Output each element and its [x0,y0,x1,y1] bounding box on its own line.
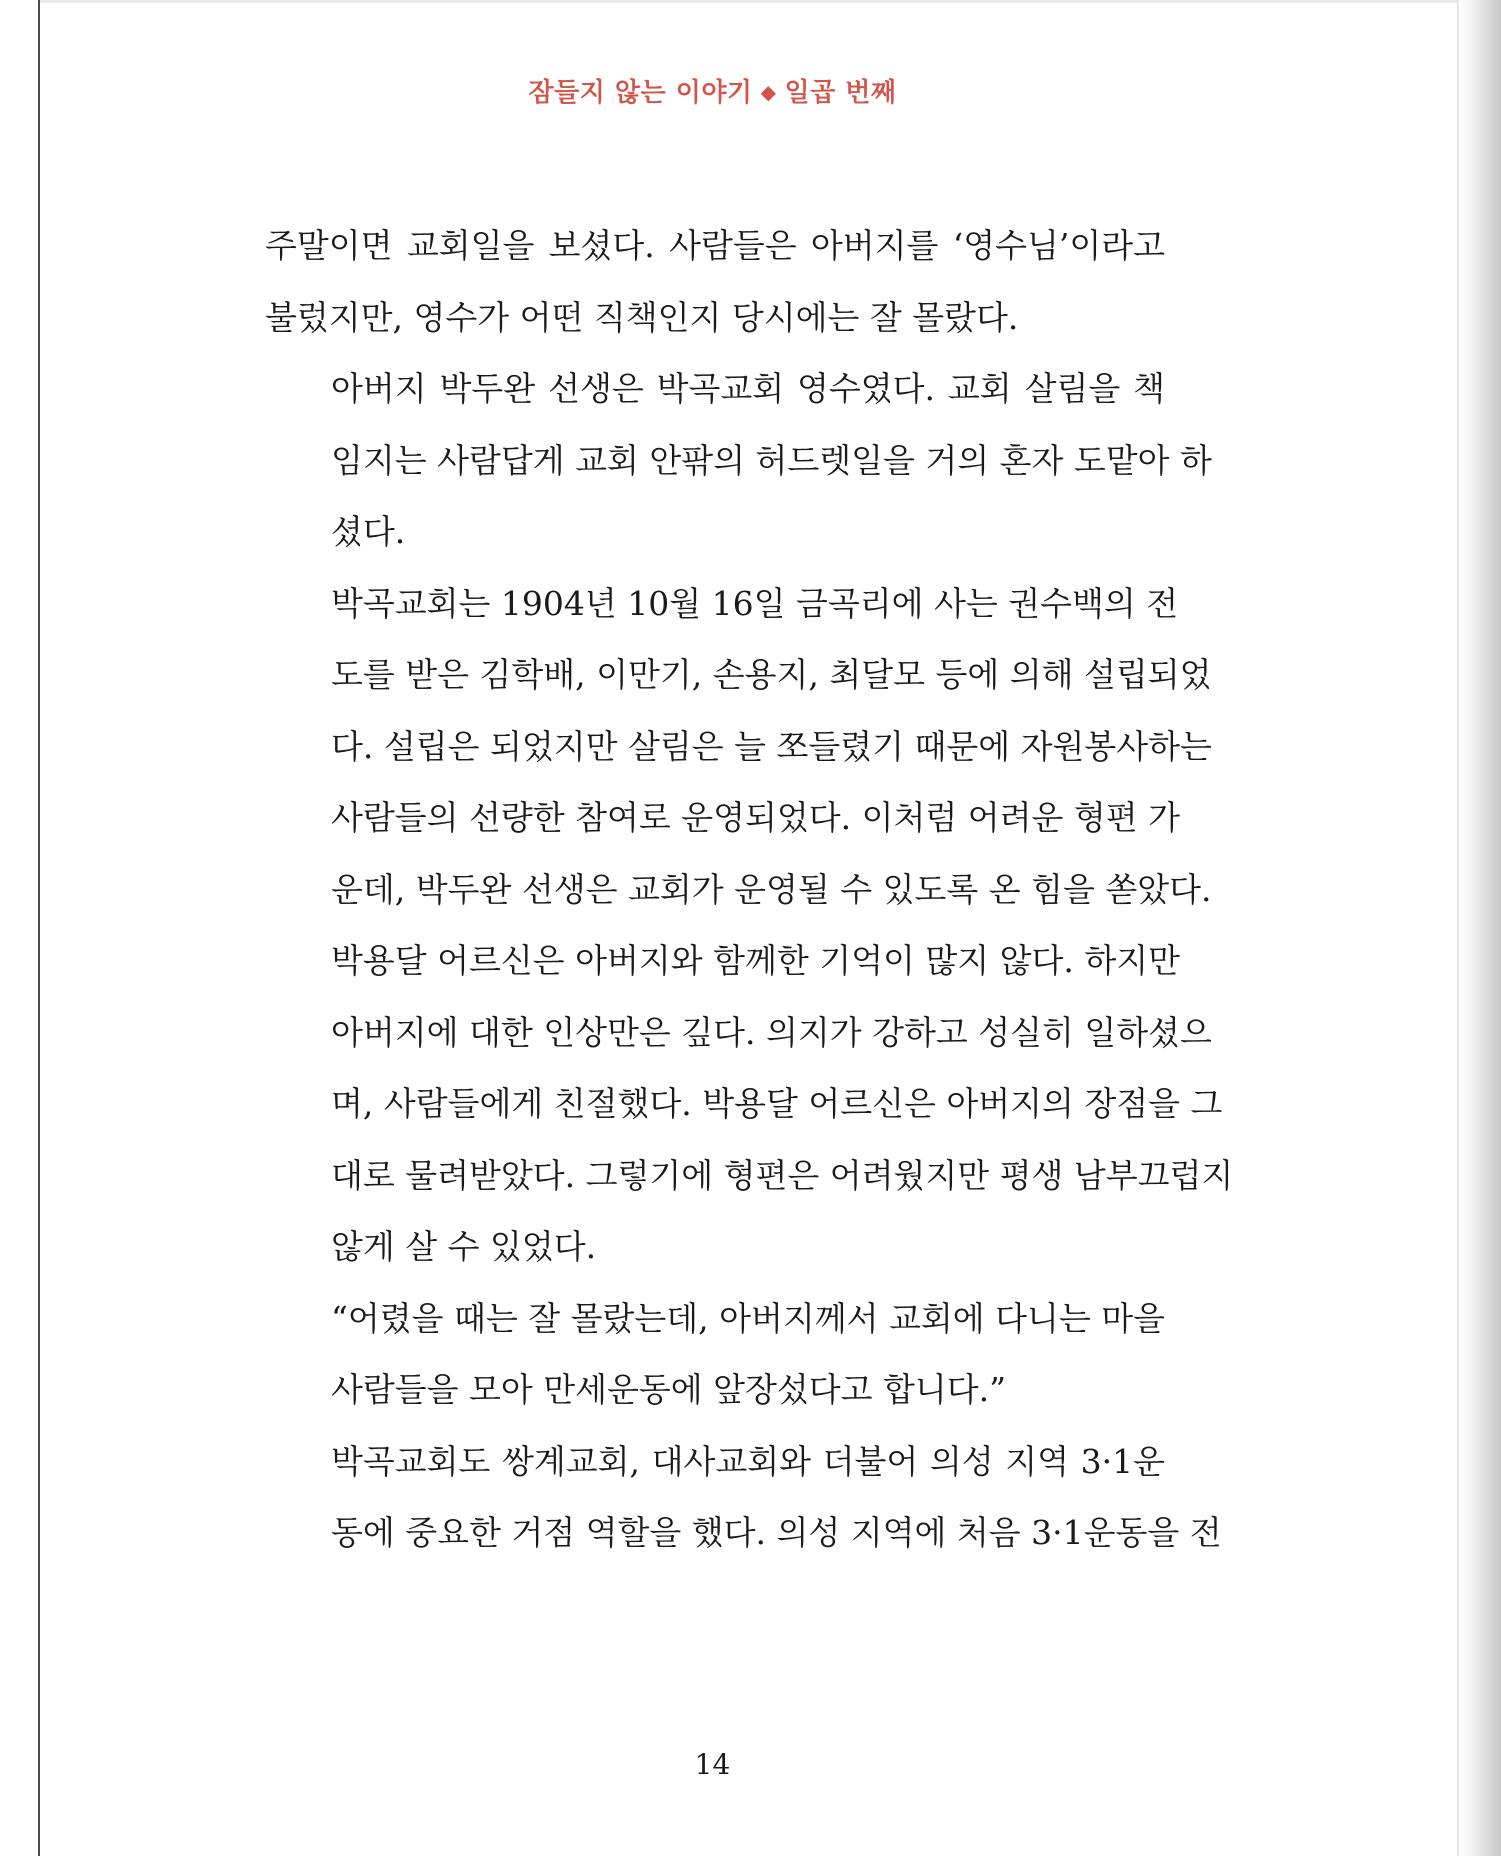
text-line: 박곡교회도 쌍계교회, 대사교회와 더불어 의성 지역 3·1운 [331,1441,1165,1481]
diamond-separator-icon: ◆ [760,80,777,104]
text-line: 아버지에 대한 인상만은 깊다. 의지가 강하고 성실히 일하셨으 [331,1012,1212,1052]
paragraph-3 [265,568,1212,926]
text-line: 다. 설립은 되었지만 살림은 늘 쪼들렸기 때문에 자원봉사하는 [331,726,1212,766]
page-left-border [38,0,40,1856]
text-line: 며, 사람들에게 친절했다. 박용달 어르신은 아버지의 장점을 그 [331,1084,1223,1123]
text-line: 박곡교회는 1904년 10월 16일 금곡리에 사는 권수백의 전 [331,583,1179,623]
text-line: 동에 중요한 거점 역할을 했다. 의성 지역에 처음 3·1운동을 전 [331,1513,1222,1552]
paragraph-6 [265,1426,1222,1569]
text-line: 아버지 박두완 선생은 박곡교회 영수였다. 교회 살림을 책 [331,369,1165,408]
text-line: 운데, 박두완 선생은 교회가 운영될 수 있도록 온 힘을 쏟았다. [331,869,1212,909]
text-line: 임지는 사람답게 교회 안팎의 허드렛일을 거의 혼자 도맡아 하 [331,440,1212,480]
page-number: 14 [694,1748,731,1781]
text-line: 도를 받은 김학배, 이만기, 손용지, 최달모 등에 의해 설립되었 [331,655,1212,694]
running-header [0,72,1425,109]
text-line: 사람들을 모아 만세운동에 앞장섰다고 합니다.” [331,1370,1007,1409]
text-line: 않게 살 수 있었다. [331,1227,597,1266]
page-top-edge [38,0,1478,3]
text-line: 박용달 어르신은 아버지와 함께한 기억이 많지 않다. 하지만 [331,941,1180,980]
book-title: 잠들지 않는 이야기 [528,78,753,108]
paragraph-2 [265,353,1212,568]
text-line: 사람들의 선량한 참여로 운영되었다. 이처럼 어려운 형편 가 [331,798,1180,837]
paragraph-1 [265,210,1165,353]
text-line: 주말이면 교회일을 보셨다. 사람들은 아버지를 ‘영수님’이라고 [265,226,1165,265]
text-line: “어렸을 때는 잘 몰랐는데, 아버지께서 교회에 다니는 마을 [331,1298,1165,1338]
body-text [265,210,1234,1569]
text-line: 불렀지만, 영수가 어떤 직책인지 당시에는 잘 몰랐다. [265,297,1019,337]
text-line: 셨다. [331,512,406,551]
paragraph-4 [265,925,1234,1283]
paragraph-5-quote [265,1283,1165,1426]
page-fold-shadow [1459,0,1501,1856]
text-line: 대로 물려받았다. 그렇기에 형편은 어려웠지만 평생 남부끄럽지 [331,1155,1234,1195]
chapter-label: 일곱 번째 [784,78,897,108]
